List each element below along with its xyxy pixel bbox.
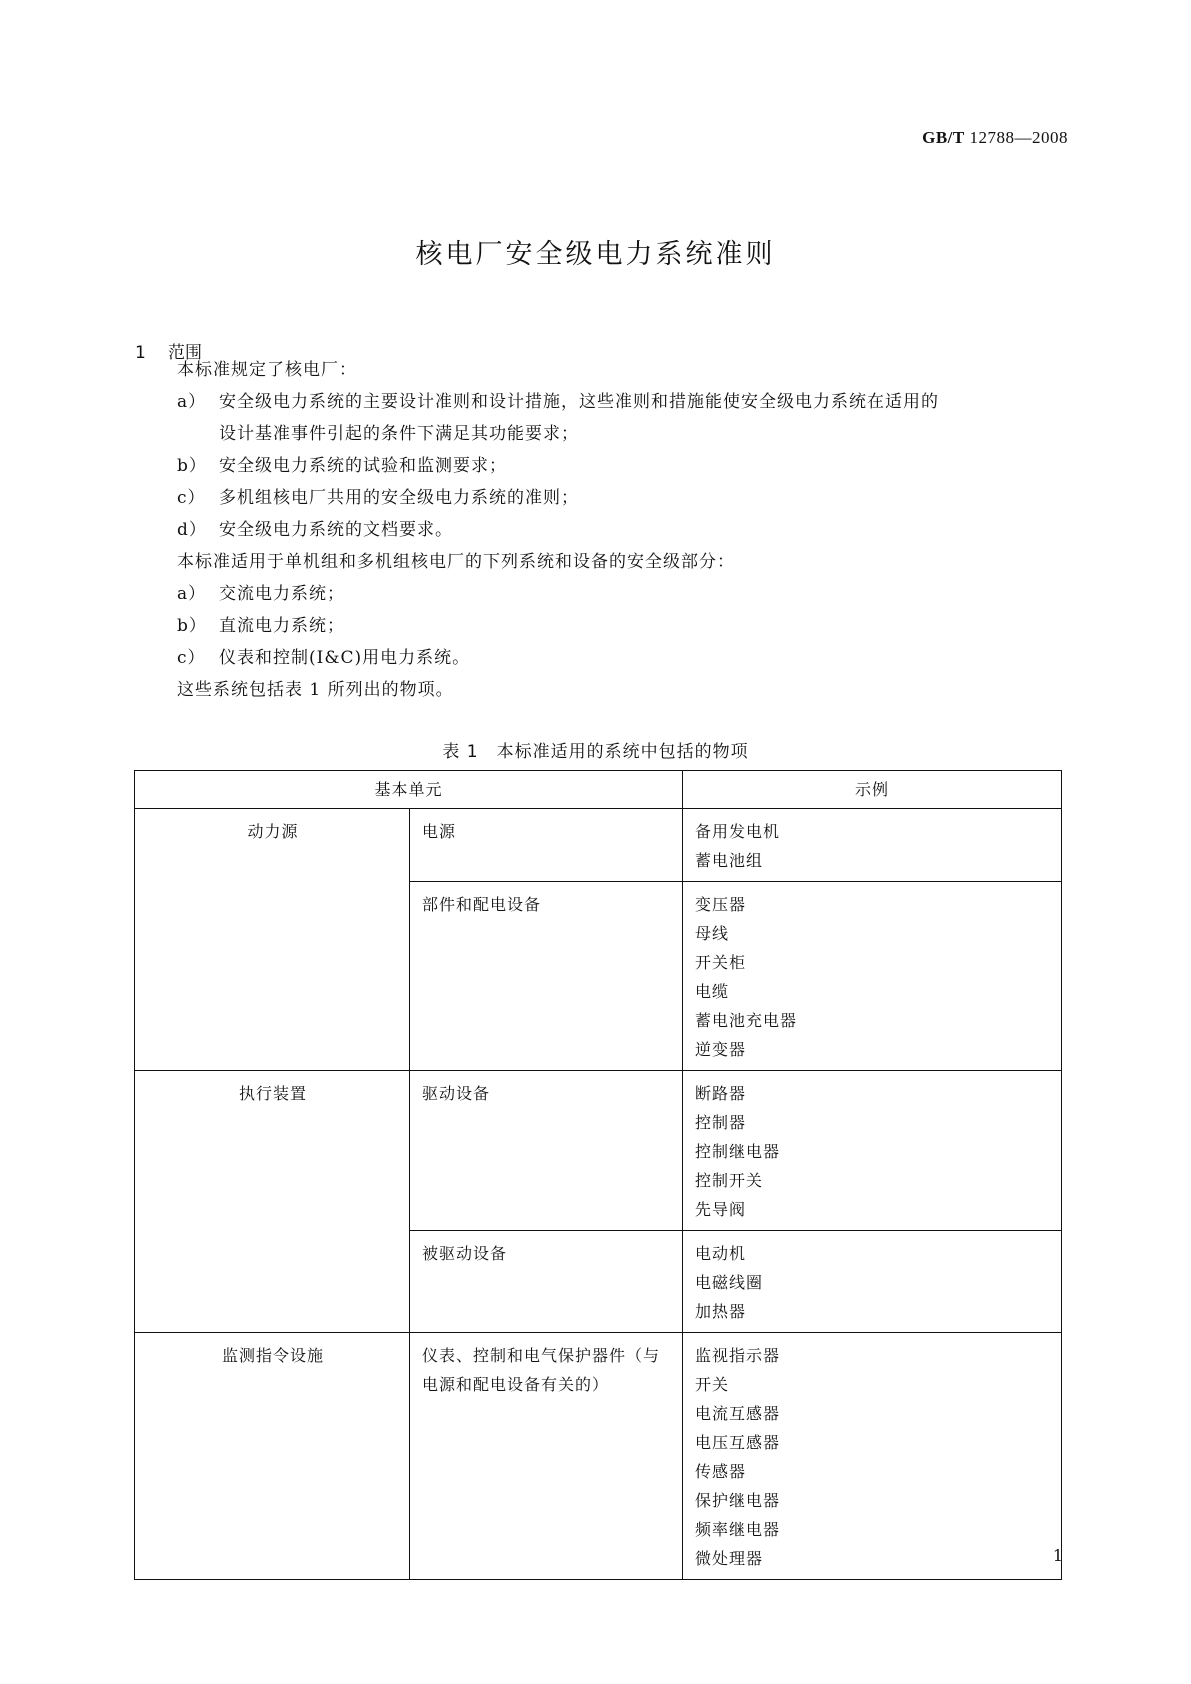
list-item	[177, 578, 1062, 610]
example-item: 电缆	[695, 982, 730, 1001]
sub-unit-cell: 驱动设备	[410, 1071, 683, 1231]
examples-cell	[683, 1231, 1062, 1333]
example-item: 开关	[695, 1375, 730, 1394]
example-item: 保护继电器	[695, 1491, 781, 1510]
scope-intro-1: 本标准规定了核电厂：	[177, 360, 357, 380]
standard-code	[922, 128, 1068, 148]
table-row	[135, 1333, 1062, 1580]
example-item: 蓄电池充电器	[695, 1011, 798, 1030]
example-item: 传感器	[695, 1462, 747, 1481]
example-item: 电流互感器	[695, 1404, 781, 1423]
column-header-examples: 示例	[683, 771, 1062, 809]
example-item: 先导阀	[695, 1200, 747, 1219]
example-item: 蓄电池组	[695, 851, 764, 870]
example-item: 加热器	[695, 1302, 747, 1321]
list-text: 安全级电力系统的文档要求。	[219, 520, 453, 540]
example-item: 频率继电器	[695, 1520, 781, 1539]
list-marker: c）	[177, 648, 206, 668]
example-item: 变压器	[695, 895, 747, 914]
example-item: 控制继电器	[695, 1142, 781, 1161]
list-text: 直流电力系统；	[219, 616, 345, 636]
example-item: 电压互感器	[695, 1433, 781, 1452]
sub-unit-cell: 仪表、控制和电气保护器件（与电源和配电设备有关的）	[410, 1333, 683, 1580]
column-header-basic-unit: 基本单元	[135, 771, 683, 809]
example-item: 母线	[695, 924, 730, 943]
section-title: 范围	[168, 343, 202, 363]
sub-unit-cell: 被驱动设备	[410, 1231, 683, 1333]
examples-cell	[683, 809, 1062, 882]
list-marker: a）	[177, 584, 207, 604]
table-row	[135, 809, 1062, 882]
examples-cell	[683, 1071, 1062, 1231]
examples-cell	[683, 1333, 1062, 1580]
table-row	[135, 1071, 1062, 1231]
example-item: 电动机	[695, 1244, 747, 1263]
list-marker: b）	[177, 616, 207, 636]
example-item: 监视指示器	[695, 1346, 781, 1365]
standard-code-prefix: GB/T	[922, 128, 965, 147]
example-item: 微处理器	[695, 1549, 764, 1568]
list-item	[177, 482, 1062, 514]
table-caption: 表 1 本标准适用的系统中包括的物项	[442, 742, 749, 762]
example-item: 断路器	[695, 1084, 747, 1103]
list-text: 仪表和控制(I&C)用电力系统。	[219, 648, 471, 668]
list-marker: b）	[177, 456, 207, 476]
basic-unit-cell: 执行装置	[135, 1071, 410, 1333]
standard-code-number: 12788—2008	[969, 128, 1068, 147]
list-text: 多机组核电厂共用的安全级电力系统的准则；	[219, 488, 579, 508]
scope-text	[177, 354, 1062, 706]
scope-intro-2: 本标准适用于单机组和多机组核电厂的下列系统和设备的安全级部分：	[177, 552, 735, 572]
list-text: 交流电力系统；	[219, 584, 345, 604]
items-table	[134, 770, 1062, 1580]
list-item	[177, 610, 1062, 642]
list-item	[177, 450, 1062, 482]
sub-unit-cell: 部件和配电设备	[410, 882, 683, 1071]
list-text: 安全级电力系统的试验和监测要求；	[219, 456, 507, 476]
scope-outro: 这些系统包括表 1 所列出的物项。	[177, 680, 454, 700]
list-text-continuation: 设计基准事件引起的条件下满足其功能要求；	[219, 424, 579, 444]
example-item: 控制器	[695, 1113, 747, 1132]
table-header-row	[135, 771, 1062, 809]
list-marker: a）	[177, 392, 207, 412]
document-title: 核电厂安全级电力系统准则	[415, 239, 776, 270]
list-item	[177, 642, 1062, 674]
table-body	[135, 809, 1062, 1580]
sub-unit-cell: 电源	[410, 809, 683, 882]
basic-unit-cell: 监测指令设施	[135, 1333, 410, 1580]
page-number: 1	[1052, 1546, 1063, 1565]
section-number: 1	[135, 343, 146, 363]
list-item	[177, 514, 1062, 546]
basic-unit-cell: 动力源	[135, 809, 410, 1071]
examples-cell	[683, 882, 1062, 1071]
example-item: 控制开关	[695, 1171, 764, 1190]
example-item: 开关柜	[695, 953, 747, 972]
example-item: 逆变器	[695, 1040, 747, 1059]
list-item	[177, 386, 1062, 418]
example-item: 备用发电机	[695, 822, 781, 841]
list-marker: d）	[177, 520, 207, 540]
example-item: 电磁线圈	[695, 1273, 764, 1292]
list-text: 安全级电力系统的主要设计准则和设计措施，这些准则和措施能使安全级电力系统在适用的	[219, 392, 939, 412]
list-marker: c）	[177, 488, 206, 508]
